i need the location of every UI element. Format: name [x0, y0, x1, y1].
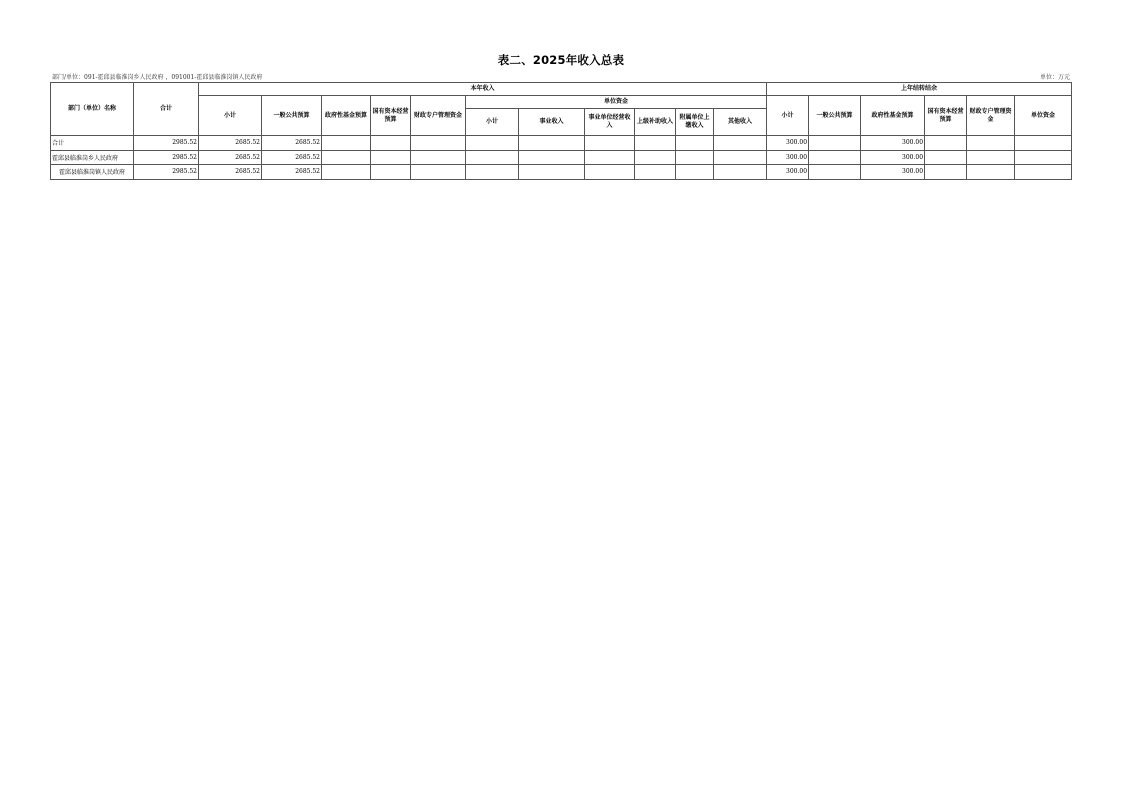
cell-uf-business-operation: [585, 165, 635, 180]
cell-uf-affiliated-payment: [676, 165, 714, 180]
cell-cy-gov-fund: [322, 165, 371, 180]
table-row-department: [51, 150, 1072, 165]
table-row-unit: [51, 165, 1072, 180]
cell-uf-superior-subsidy: [635, 150, 676, 165]
header-co-general-budget: 一般公共预算: [809, 96, 861, 136]
cell-uf-subtotal: [466, 136, 519, 151]
cell-cy-state-capital: [371, 136, 411, 151]
cell-cy-special-fund: [411, 150, 466, 165]
cell-total: 2985.52: [134, 136, 199, 151]
header-cy-general-budget: 一般公共预算: [262, 96, 322, 136]
header-co-unit-funds: 单位资金: [1015, 96, 1072, 136]
cell-uf-affiliated-payment: [676, 150, 714, 165]
header-co-subtotal: 小计: [767, 96, 809, 136]
cell-co-gov-fund: 300.00: [861, 165, 925, 180]
row-name: 霍邱县临淮岗镇人民政府: [51, 165, 134, 180]
cell-co-gov-fund: 300.00: [861, 150, 925, 165]
cell-uf-subtotal: [466, 165, 519, 180]
header-uf-superior-subsidy: 上级补助收入: [635, 109, 676, 136]
header-unit-funds: 单位资金: [466, 96, 767, 109]
cell-cy-subtotal: 2685.52: [199, 150, 262, 165]
cell-cy-state-capital: [371, 165, 411, 180]
cell-uf-business-income: [519, 150, 585, 165]
cell-uf-superior-subsidy: [635, 165, 676, 180]
cell-cy-subtotal: 2685.52: [199, 165, 262, 180]
cell-co-general-budget: [809, 165, 861, 180]
header-current-year: 本年收入: [199, 83, 767, 96]
cell-co-special-fund: [967, 150, 1015, 165]
cell-co-subtotal: 300.00: [767, 150, 809, 165]
header-cy-state-capital: 国有资本经营预算: [371, 96, 411, 136]
header-uf-affiliated-payment: 附属单位上缴收入: [676, 109, 714, 136]
header-uf-other: 其他收入: [714, 109, 767, 136]
header-co-state-capital: 国有资本经营预算: [925, 96, 967, 136]
cell-co-gov-fund: 300.00: [861, 136, 925, 151]
cell-total: 2985.52: [134, 150, 199, 165]
page-title: 表二、2025年收入总表: [497, 53, 625, 67]
cell-uf-business-income: [519, 165, 585, 180]
cell-co-unit-funds: [1015, 136, 1072, 151]
row-name: 合计: [51, 136, 134, 151]
cell-uf-business-operation: [585, 136, 635, 151]
cell-cy-state-capital: [371, 150, 411, 165]
cell-co-general-budget: [809, 150, 861, 165]
department-label: 部门/单位：091-霍邱县临淮岗乡人民政府 ，091001-霍邱县临淮岗镇人民政府: [52, 74, 263, 81]
unit-label: 单位：万元: [1039, 74, 1070, 81]
cell-uf-superior-subsidy: [635, 136, 676, 151]
cell-co-general-budget: [809, 136, 861, 151]
cell-uf-other: [714, 136, 767, 151]
cell-cy-special-fund: [411, 136, 466, 151]
cell-co-state-capital: [925, 150, 967, 165]
header-cy-subtotal: 小计: [199, 96, 262, 136]
cell-uf-affiliated-payment: [676, 136, 714, 151]
cell-uf-subtotal: [466, 150, 519, 165]
cell-uf-business-income: [519, 136, 585, 151]
cell-co-unit-funds: [1015, 150, 1072, 165]
header-total: 合计: [134, 83, 199, 136]
header-uf-subtotal: 小计: [466, 109, 519, 136]
cell-uf-other: [714, 165, 767, 180]
cell-cy-special-fund: [411, 165, 466, 180]
cell-co-subtotal: 300.00: [767, 165, 809, 180]
header-dept-name: 部门（单位）名称: [51, 83, 134, 136]
cell-cy-general-budget: 2685.52: [262, 136, 322, 151]
row-name: 霍邱县临淮岗乡人民政府: [51, 150, 134, 165]
cell-co-unit-funds: [1015, 165, 1072, 180]
cell-co-special-fund: [967, 165, 1015, 180]
header-uf-business-operation: 事业单位经营收入: [585, 109, 635, 136]
cell-co-subtotal: 300.00: [767, 136, 809, 151]
cell-uf-other: [714, 150, 767, 165]
header-cy-special-fund: 财政专户管理资金: [411, 96, 466, 136]
header-uf-business-income: 事业收入: [519, 109, 585, 136]
cell-cy-gov-fund: [322, 136, 371, 151]
table-row-total: [51, 136, 1072, 151]
header-cy-gov-fund: 政府性基金预算: [322, 96, 371, 136]
header-co-special-fund: 财政专户管理资金: [967, 96, 1015, 136]
header-carryover: 上年结转结余: [767, 83, 1072, 96]
cell-total: 2985.52: [134, 165, 199, 180]
cell-cy-subtotal: 2685.52: [199, 136, 262, 151]
cell-co-state-capital: [925, 136, 967, 151]
cell-uf-business-operation: [585, 150, 635, 165]
income-summary-table: [50, 82, 1072, 180]
cell-co-special-fund: [967, 136, 1015, 151]
header-co-gov-fund: 政府性基金预算: [861, 96, 925, 136]
cell-cy-general-budget: 2685.52: [262, 150, 322, 165]
cell-cy-general-budget: 2685.52: [262, 165, 322, 180]
cell-cy-gov-fund: [322, 150, 371, 165]
cell-co-state-capital: [925, 165, 967, 180]
